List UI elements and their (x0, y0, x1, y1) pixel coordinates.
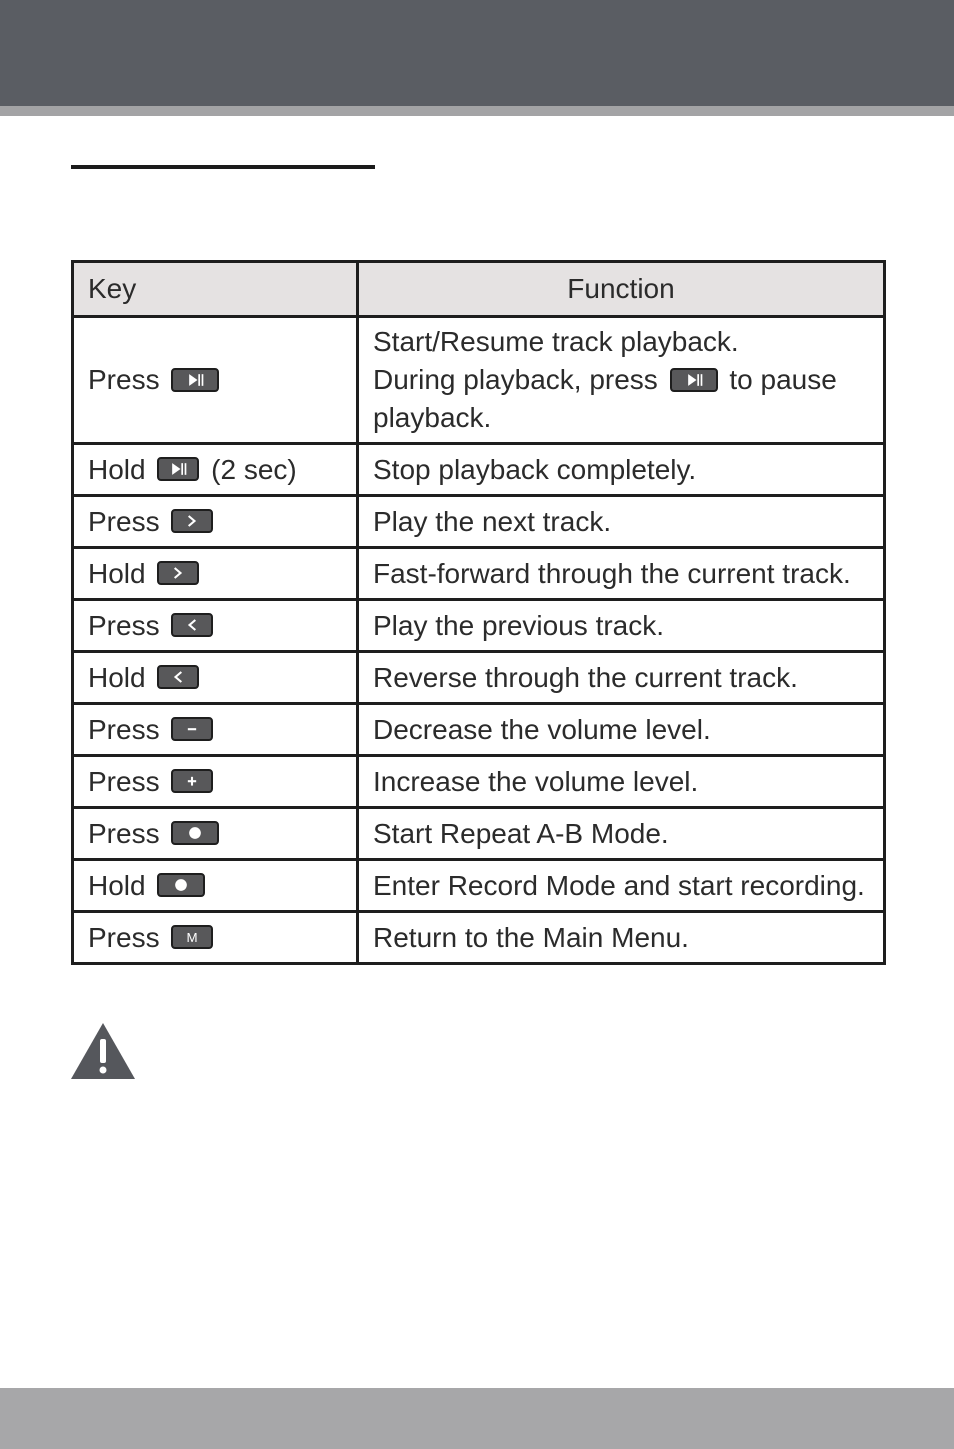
key-action: Press (88, 817, 160, 849)
table-header-row (73, 262, 885, 317)
table-row (73, 496, 885, 548)
table-row (73, 704, 885, 756)
key-cell (73, 704, 358, 756)
function-cell: Play the previous track. (358, 600, 885, 652)
function-cell: Reverse through the current track. (358, 652, 885, 704)
volume-plus-icon (171, 769, 213, 793)
function-column-header: Function (358, 262, 885, 317)
function-cell: Decrease the volume level. (358, 704, 885, 756)
key-action: Press (88, 609, 160, 641)
record-icon (157, 873, 205, 897)
key-cell (73, 756, 358, 808)
key-cell (73, 444, 358, 496)
table-row (73, 548, 885, 600)
previous-icon (171, 613, 213, 637)
record-icon (171, 821, 219, 845)
key-cell (73, 808, 358, 860)
table-row (73, 860, 885, 912)
table-row (73, 600, 885, 652)
table-row (73, 912, 885, 964)
function-cell: Stop playback completely. (358, 444, 885, 496)
key-cell (73, 548, 358, 600)
bottom-footer-bar (0, 1388, 954, 1449)
play-pause-icon (171, 368, 219, 392)
function-cell (358, 317, 885, 444)
key-cell (73, 600, 358, 652)
function-cell: Start Repeat A-B Mode. (358, 808, 885, 860)
menu-m-icon (171, 925, 213, 949)
key-action: Press (88, 921, 160, 953)
key-duration: (2 sec) (211, 453, 297, 485)
warning-triangle-icon (70, 1022, 136, 1080)
key-action: Press (88, 765, 160, 797)
play-pause-icon (157, 457, 199, 481)
key-action: Hold (88, 453, 146, 485)
table-row (73, 808, 885, 860)
function-text: to pause playback. (373, 364, 837, 433)
table-row (73, 444, 885, 496)
top-header-bar (0, 0, 954, 106)
key-action: Press (88, 364, 160, 395)
key-cell (73, 496, 358, 548)
key-column-header: Key (73, 262, 358, 317)
table-row (73, 756, 885, 808)
function-cell: Return to the Main Menu. (358, 912, 885, 964)
key-cell (73, 860, 358, 912)
function-cell: Increase the volume level. (358, 756, 885, 808)
key-action: Hold (88, 661, 146, 693)
function-text: During playback, press (373, 364, 658, 395)
function-text: Start/Resume track playback. (373, 326, 739, 357)
key-function-table (71, 260, 886, 965)
function-cell: Enter Record Mode and start recording. (358, 860, 885, 912)
key-action: Press (88, 505, 160, 537)
next-icon (157, 561, 199, 585)
key-action: Hold (88, 557, 146, 589)
key-action: Hold (88, 869, 146, 901)
volume-minus-icon (171, 717, 213, 741)
section-heading-underline (71, 165, 375, 169)
key-cell (73, 317, 358, 444)
play-pause-icon (670, 368, 718, 392)
previous-icon (157, 665, 199, 689)
next-icon (171, 509, 213, 533)
header-stripe (0, 106, 954, 116)
key-cell (73, 652, 358, 704)
key-cell (73, 912, 358, 964)
menu-m-label: M (186, 930, 198, 946)
function-cell: Play the next track. (358, 496, 885, 548)
function-cell: Fast-forward through the current track. (358, 548, 885, 600)
key-action: Press (88, 713, 160, 745)
table-row (73, 317, 885, 444)
table-row (73, 652, 885, 704)
